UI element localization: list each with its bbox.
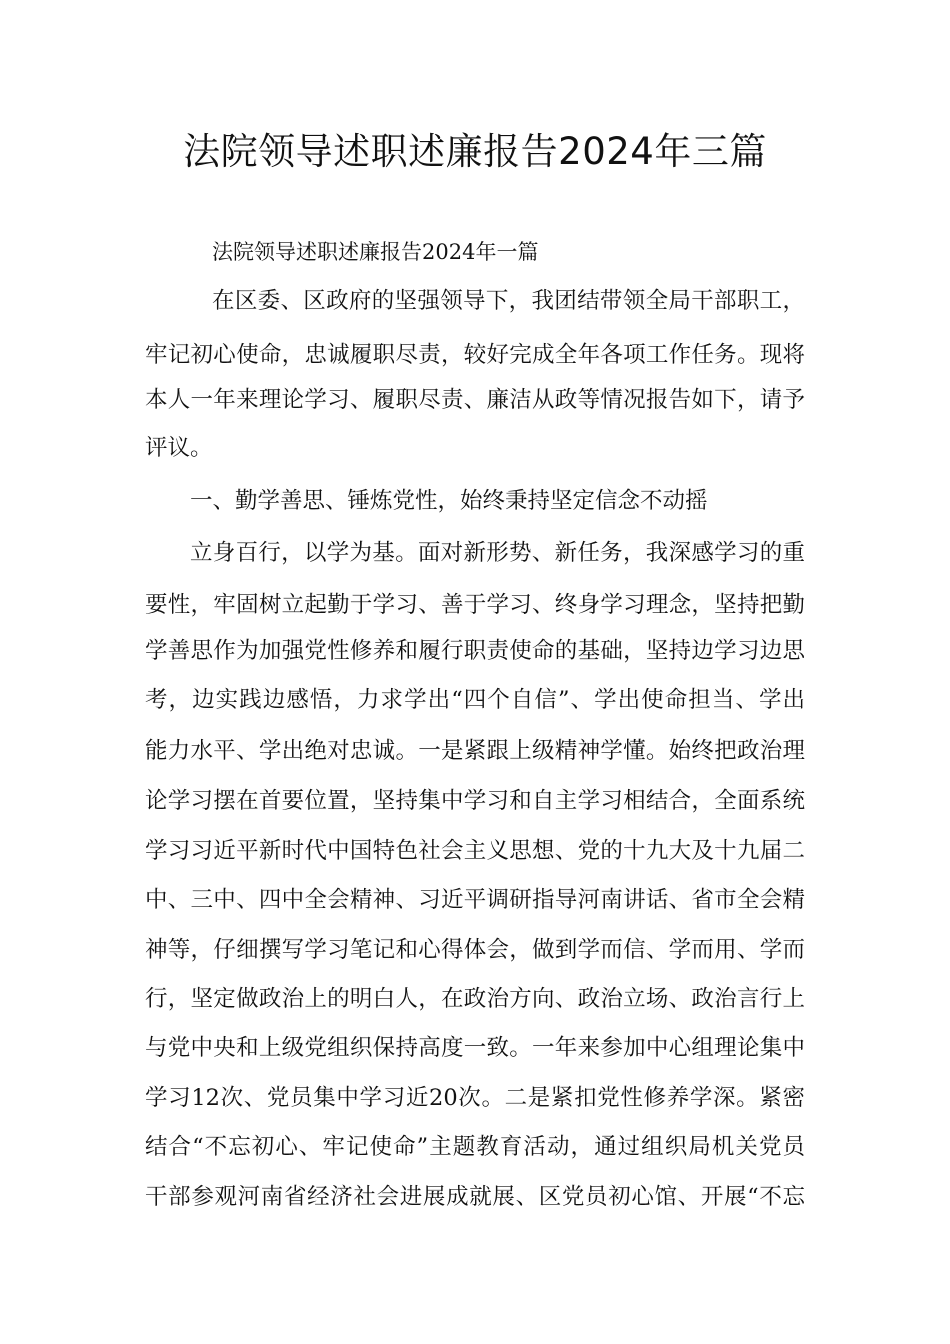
intro-line: 本人一年来理论学习、履职尽责、廉洁从政等情况报告如下，请予 bbox=[145, 387, 805, 413]
body-line: 要性，牢固树立起勤于学习、善于学习、终身学习理念，坚持把勤 bbox=[145, 592, 805, 618]
document-title: 法院领导述职述廉报告2024年三篇 bbox=[183, 130, 767, 173]
body-line: 中、三中、四中全会精神、习近平调研指导河南讲话、省市全会精 bbox=[145, 887, 805, 913]
body-line: 结合“不忘初心、牢记使命”主题教育活动，通过组织局机关党员 bbox=[145, 1134, 805, 1160]
intro-line: 评议。 bbox=[145, 435, 213, 461]
body-line: 立身百行，以学为基。面对新形势、新任务，我深感学习的重 bbox=[190, 540, 805, 566]
document-subtitle: 法院领导述职述廉报告2024年一篇 bbox=[212, 240, 539, 264]
body-line: 论学习摆在首要位置，坚持集中学习和自主学习相结合，全面系统 bbox=[145, 788, 805, 814]
intro-line: 牢记初心使命，忠诚履职尽责，较好完成全年各项工作任务。现将 bbox=[145, 342, 805, 368]
body-line: 与党中央和上级党组织保持高度一致。一年来参加中心组理论集中 bbox=[145, 1035, 805, 1061]
body-line: 学习12次、党员集中学习近20次。二是紧扣党性修养学深。紧密 bbox=[145, 1085, 805, 1111]
body-line: 考，边实践边感悟，力求学出“四个自信”、学出使命担当、学出 bbox=[145, 687, 805, 713]
section-heading: 一、勤学善思、锤炼党性，始终秉持坚定信念不动摇 bbox=[190, 488, 708, 514]
body-line: 干部参观河南省经济社会进展成就展、区党员初心馆、开展“不忘 bbox=[145, 1184, 805, 1210]
body-line: 学习习近平新时代中国特色社会主义思想、党的十九大及十九届二 bbox=[145, 838, 805, 864]
body-line: 能力水平、学出绝对忠诚。一是紧跟上级精神学懂。始终把政治理 bbox=[145, 738, 805, 764]
body-line: 神等，仔细撰写学习笔记和心得体会，做到学而信、学而用、学而 bbox=[145, 937, 805, 963]
body-line: 学善思作为加强党性修养和履行职责使命的基础，坚持边学习边思 bbox=[145, 638, 805, 664]
intro-line: 在区委、区政府的坚强领导下，我团结带领全局干部职工， bbox=[212, 288, 805, 314]
body-line: 行，坚定做政治上的明白人，在政治方向、政治立场、政治言行上 bbox=[145, 986, 805, 1012]
